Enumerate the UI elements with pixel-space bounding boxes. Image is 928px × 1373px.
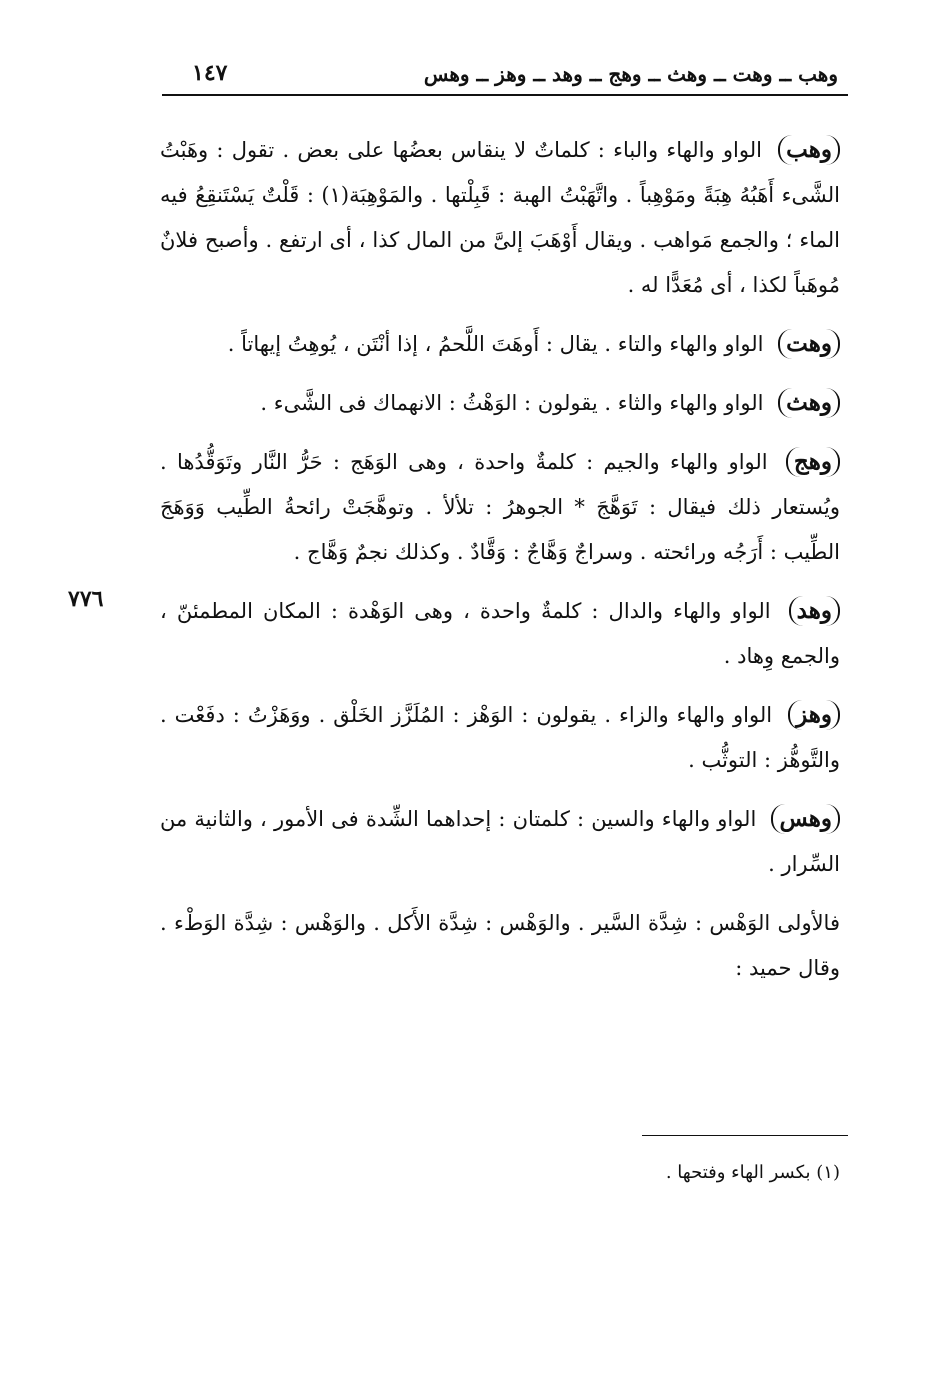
page-number: ١٤٧ [192, 60, 228, 86]
entry-text: الواو والهاء والتاء . يقال : أَوهَتَ اللَّحمُ ، إذا أنْتَن ، يُوهِتُ إيهاتاً . [227, 332, 764, 356]
entry-text: الواو والهاء والسين : كلمتان : إحداهما الشِّدة فى الأمور ، والثانية من السِّرار . [160, 807, 840, 876]
entry-headword: وهب [778, 135, 840, 165]
entry-text: الواو والهاء والدال : كلمةٌ واحدة ، وهى الوَهْدة : المكان المطمئنّ ، والجمع وِهاد . [160, 599, 840, 668]
entry-wahs [160, 797, 840, 887]
entry-headword: وهد [789, 596, 840, 626]
entry-text: الواو والهاء والزاء . يقولون : الوَهْز : المُلَزَّز الخَلْق . ووَهَزْتُ : دفَعْت . والتَّوهُّز : التوثُّب . [160, 703, 840, 772]
entry-headword: وهز [788, 700, 840, 730]
entry-headword: وهس [771, 804, 840, 834]
running-header [162, 54, 848, 96]
entry-wahz [160, 693, 840, 783]
entry-headword: وهج [786, 447, 840, 477]
closing-paragraph: فالأولى الوَهْس : شِدَّة السَّير . والوَهْس : شِدَّة الأَكل . والوَهْس : شِدَّة الوَطْء . وقال حميد : [160, 911, 840, 980]
entry-wahth [160, 381, 840, 426]
entry-headword: وهت [778, 329, 840, 359]
entry-wahd [160, 589, 840, 679]
entry-text: الواو والهاء والباء : كلماتٌ لا ينقاس بعضُها على بعض . تقول : وهَبْتُ الشَّىء أَهَبُهُ هِبَةً ومَوْهِباً . واتَّهَبْتُ الهبة : قَبِلْتها . والمَوْهِبَة(١) : قَلْتٌ يَسْتَنقِعُ فيه الماء ؛ والجمع مَواهب . ويقال أَوْهَبَ إلىَّ من المال كذا ، أى ارتفع . وأصبح فلانٌ مُوهَباً لكذا ، أى مُعَدًّا له . [160, 138, 840, 297]
entry-wahj [160, 440, 840, 575]
footnote-divider [642, 1135, 848, 1136]
margin-reference-number: ٧٧٦ [68, 586, 104, 612]
entry-text: الواو والهاء والثاء . يقولون : الوَهْثُ : الانهماك فى الشَّىء . [260, 391, 764, 415]
header-title: وهب ــ وهت ــ وهث ــ وهج ــ وهد ــ وهز ــ وهس [423, 62, 838, 86]
footnote: (١) بكسر الهاء وفتحها . [665, 1162, 840, 1183]
entry-wahb [160, 128, 840, 308]
entry-waht [160, 322, 840, 367]
entry-text: الواو والهاء والجيم : كلمةٌ واحدة ، وهى الوَهَج : حَرُّ النَّار وتَوَقُّدُها . ويُستعار ذلك فيقال : تَوَهَّجَ * الجوهرُ : تلألأ . وتوهَّجَتْ رائحةُ الطِّيب وَوَهَجَ الطِّيب : أَرَجُه ورائحته . وسراجٌ وَهَّاجٌ : وَقَّادٌ . وكذلك نجمٌ وَهَّاج . [160, 450, 840, 564]
page-body [160, 128, 840, 1005]
entry-headword: وهث [778, 388, 840, 418]
